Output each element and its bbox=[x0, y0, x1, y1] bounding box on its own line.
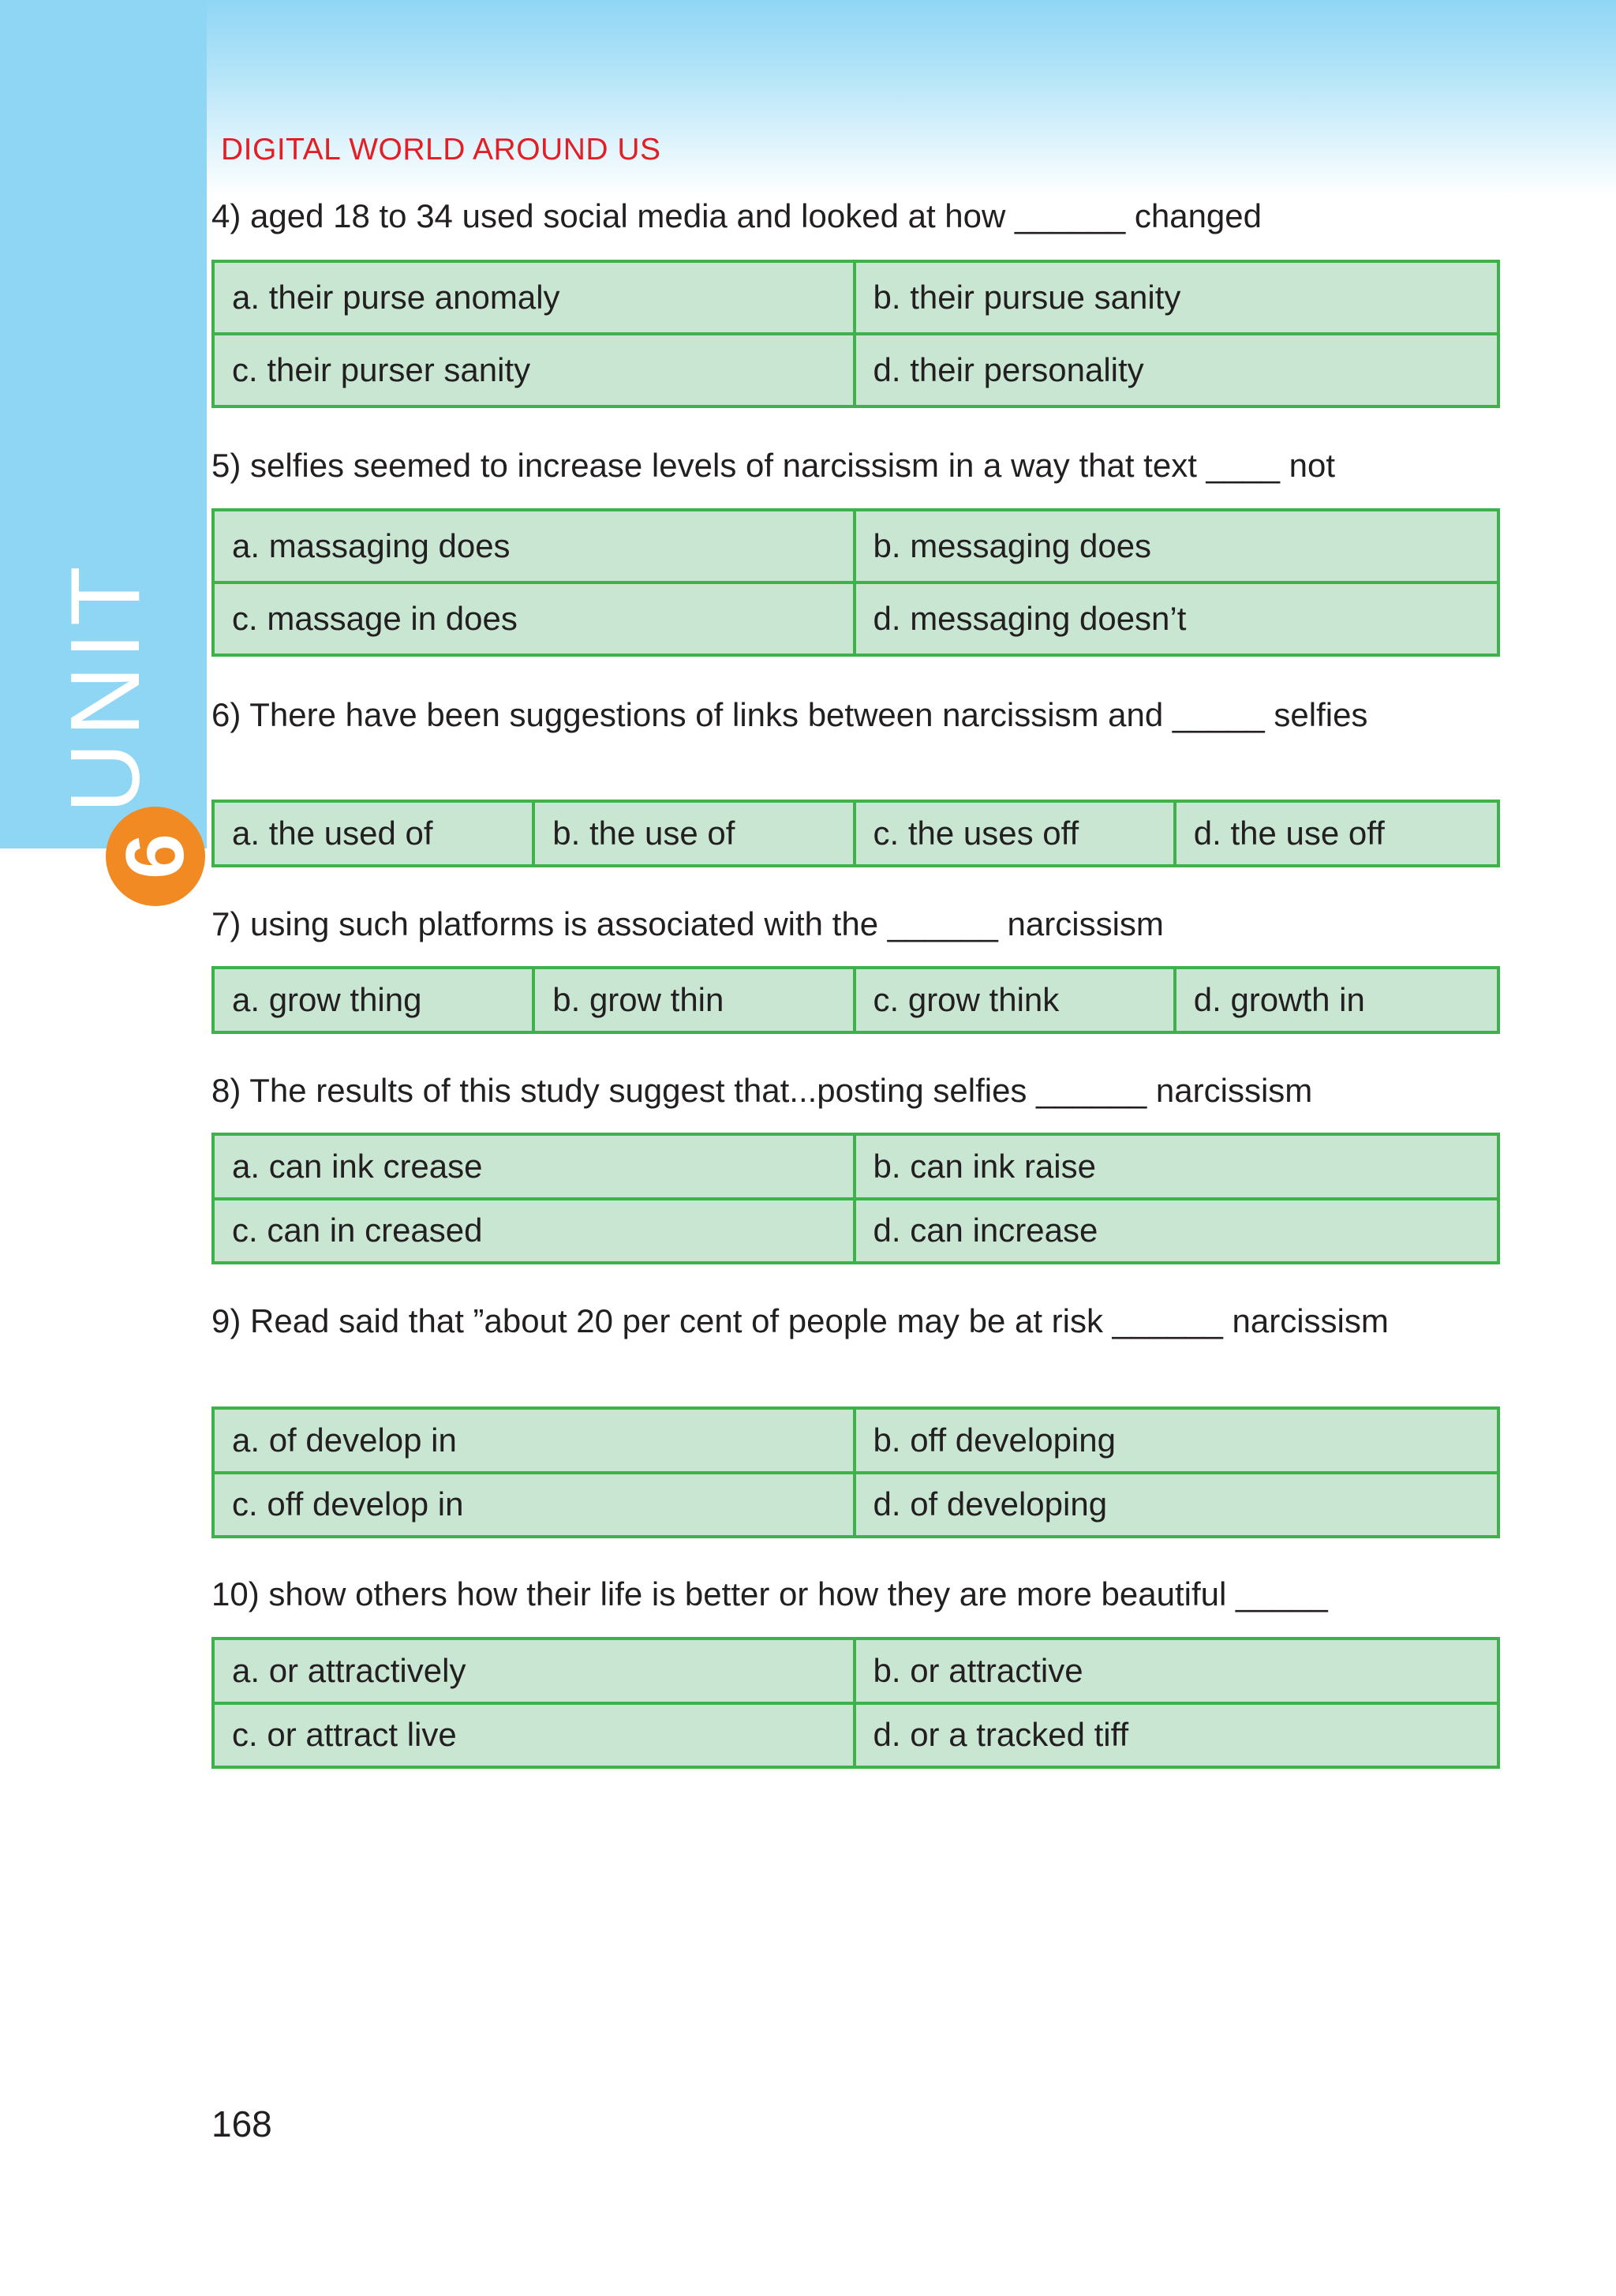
question-9: 9) Read said that ”about 20 per cent of people may be at risk ______ narcissism bbox=[211, 1302, 1389, 1339]
option-7d[interactable]: d. growth in bbox=[1193, 981, 1365, 1018]
top-gradient-band bbox=[0, 0, 1616, 197]
option-10b[interactable]: b. or attractive bbox=[856, 1640, 1498, 1705]
options-question-5 bbox=[211, 508, 1500, 657]
option-4b[interactable]: b. their pursue sanity bbox=[856, 263, 1498, 335]
question-10: 10) show others how their life is better or how they are more beautiful _____ bbox=[211, 1575, 1328, 1612]
option-10a[interactable]: a. or attractively bbox=[215, 1640, 856, 1705]
option-6b[interactable]: b. the use of bbox=[535, 803, 855, 864]
question-7: 7) using such platforms is associated with the ______ narcissism bbox=[211, 905, 1164, 942]
option-9d[interactable]: d. of developing bbox=[873, 1485, 1108, 1523]
option-9c[interactable]: c. off develop in bbox=[215, 1474, 856, 1536]
page-number: 168 bbox=[211, 2103, 272, 2144]
option-5b[interactable]: b. messaging does bbox=[856, 511, 1498, 584]
options-question-4 bbox=[211, 260, 1500, 408]
option-5a[interactable]: a. massaging does bbox=[215, 511, 856, 584]
options-question-9 bbox=[211, 1406, 1500, 1538]
option-8b[interactable]: b. can ink raise bbox=[856, 1136, 1498, 1200]
options-question-8 bbox=[211, 1133, 1500, 1264]
option-7b[interactable]: b. grow thin bbox=[535, 969, 855, 1031]
option-5d[interactable]: d. messaging doesn’t bbox=[873, 600, 1187, 637]
option-4d[interactable]: d. their personality bbox=[873, 351, 1144, 388]
section-header: DIGITAL WORLD AROUND US bbox=[221, 133, 661, 167]
option-5c[interactable]: c. massage in does bbox=[215, 584, 856, 654]
options-question-10 bbox=[211, 1637, 1500, 1769]
options-question-6 bbox=[211, 800, 1500, 867]
option-6a[interactable]: a. the used of bbox=[215, 803, 535, 864]
unit-label: UNIT bbox=[51, 560, 160, 814]
option-4a[interactable]: a. their purse anomaly bbox=[215, 263, 856, 335]
option-7a[interactable]: a. grow thing bbox=[215, 969, 535, 1031]
option-10c[interactable]: c. or attract live bbox=[215, 1705, 856, 1766]
option-9b[interactable]: b. off developing bbox=[856, 1410, 1498, 1474]
option-7c[interactable]: c. grow think bbox=[856, 969, 1176, 1031]
option-8a[interactable]: a. can ink crease bbox=[215, 1136, 856, 1200]
question-6: 6) There have been suggestions of links between narcissism and _____ selfies bbox=[211, 696, 1368, 733]
unit-number: 6 bbox=[110, 833, 201, 879]
question-4: 4) aged 18 to 34 used social media and looked at how ______ changed bbox=[211, 197, 1262, 234]
option-10d[interactable]: d. or a tracked tiff bbox=[873, 1716, 1129, 1754]
unit-number-badge bbox=[106, 807, 205, 906]
option-6c[interactable]: c. the uses off bbox=[856, 803, 1176, 864]
option-8d[interactable]: d. can increase bbox=[873, 1212, 1098, 1249]
option-6d[interactable]: d. the use off bbox=[1193, 815, 1385, 852]
question-8: 8) The results of this study suggest that...posting selfies ______ narcissism bbox=[211, 1072, 1313, 1109]
option-9a[interactable]: a. of develop in bbox=[215, 1410, 856, 1474]
option-8c[interactable]: c. can in creased bbox=[215, 1200, 856, 1262]
option-4c[interactable]: c. their purser sanity bbox=[215, 335, 856, 405]
options-question-7 bbox=[211, 966, 1500, 1034]
question-5: 5) selfies seemed to increase levels of narcissism in a way that text ____ not bbox=[211, 447, 1336, 484]
